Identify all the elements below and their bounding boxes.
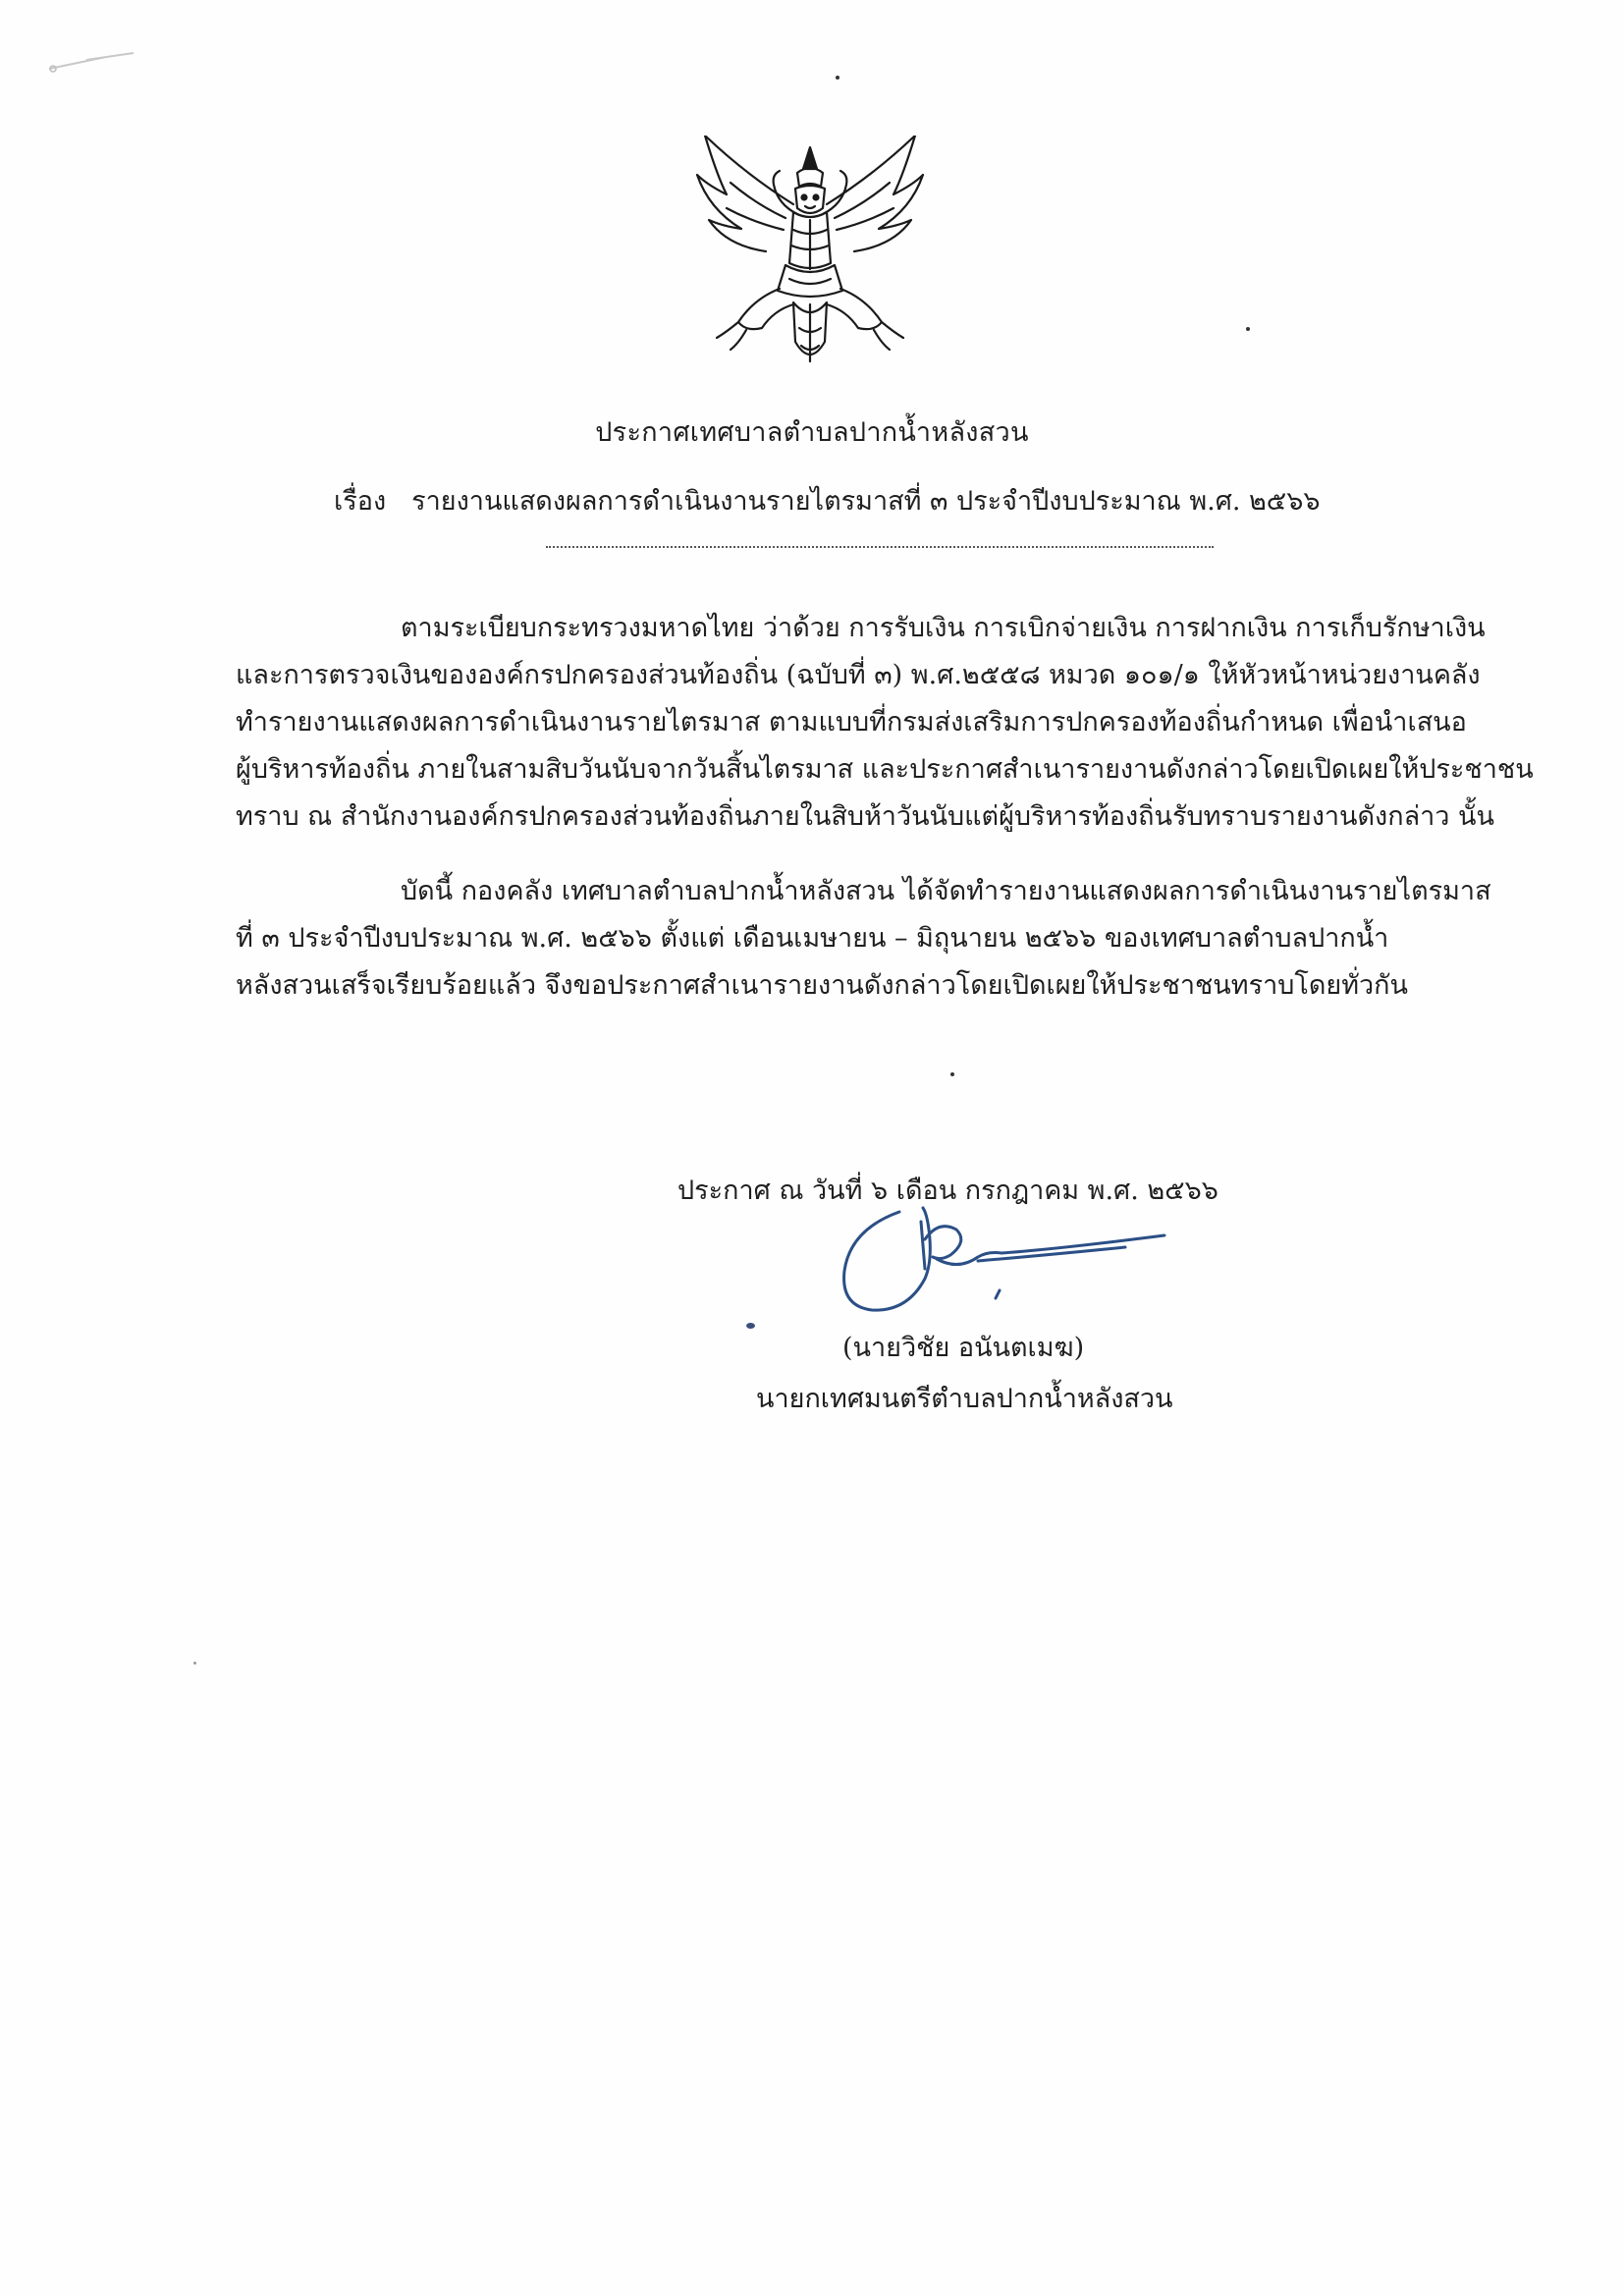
paragraph-line: ทำรายงานแสดงผลการดำเนินงานรายไตรมาส ตามแบบที่กรมส่งเสริมการปกครองท้องถิ่นกำหนด เพื่อนำเสนอ (236, 707, 1467, 738)
paragraph-line: ที่ ๓ ประจำปีงบประมาณ พ.ศ. ๒๕๖๖ ตั้งแต่ เดือนเมษายน – มิถุนายน ๒๕๖๖ ของเทศบาลตำบลปากน้ำ (236, 923, 1389, 954)
paragraph-line: ตามระเบียบกระทรวงมหาดไทย ว่าด้วย การรับเงิน การเบิกจ่ายเงิน การฝากเงิน การเก็บรักษาเงิน (401, 613, 1486, 643)
speck (1246, 327, 1250, 331)
announcement-date: ประกาศ ณ วันที่ ๖ เดือน กรกฎาคม พ.ศ. ๒๕๖๖ (677, 1175, 1218, 1206)
handwritten-signature-icon (831, 1200, 1184, 1328)
paragraph-line: บัดนี้ กองคลัง เทศบาลตำบลปากน้ำหลังสวน ได้จัดทำรายงานแสดงผลการดำเนินงานรายไตรมาส (401, 876, 1491, 906)
paragraph-line: ผู้บริหารท้องถิ่น ภายในสามสิบวันนับจากวันสิ้นไตรมาส และประกาศสำเนารายงานดังกล่าวโดยเปิดเผยให้ประชาชน (236, 754, 1534, 785)
dotted-divider (546, 546, 1214, 548)
speck (836, 76, 839, 80)
subject-label: เรื่อง (334, 486, 387, 517)
speck (193, 1662, 196, 1665)
subject-text: รายงานแสดงผลการดำเนินงานรายไตรมาสที่ ๓ ประจำปีงบประมาณ พ.ศ. ๒๕๖๖ (411, 486, 1321, 517)
paragraph-line: และการตรวจเงินขององค์กรปกครองส่วนท้องถิ่น (ฉบับที่ ๓) พ.ศ.๒๕๕๘ หมวด ๑๐๑/๑ ให้หัวหน้าหน่วยงานคลัง (236, 660, 1481, 690)
scan-mark-icon (47, 51, 135, 73)
speck (746, 1323, 755, 1329)
paragraph-line: หลังสวนเสร็จเรียบร้อยแล้ว จึงขอประกาศสำเนารายงานดังกล่าวโดยเปิดเผยให้ประชาชนทราบโดยทั่วกัน (236, 970, 1408, 1001)
paragraph-line: ทราบ ณ สำนักงานองค์กรปกครองส่วนท้องถิ่นภายในสิบห้าวันนับแต่ผู้บริหารท้องถิ่นรับทราบรายงานดังกล่าว นั้น (236, 801, 1494, 832)
speck (950, 1072, 954, 1076)
subject-line (334, 479, 1321, 521)
garuda-emblem-icon (687, 136, 933, 371)
announcement-title: ประกาศเทศบาลตำบลปากน้ำหลังสวน (595, 417, 1029, 448)
signatory-title: นายกเทศมนตรีตำบลปากน้ำหลังสวน (756, 1384, 1173, 1414)
signatory-name: (นายวิชัย อนันตเมฆ) (842, 1333, 1085, 1363)
